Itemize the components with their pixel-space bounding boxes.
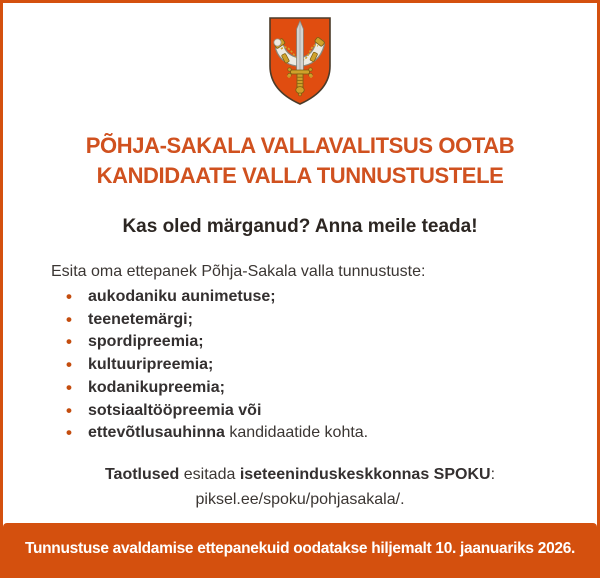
- award-list: [51, 286, 597, 445]
- award-name: ettevõtlusauhinna: [88, 424, 225, 442]
- submission-lead: Taotlused: [104, 465, 180, 483]
- bullet-icon: •: [66, 309, 72, 329]
- submission-platform: iseteeninduskeskkonnas SPOKU: [239, 465, 491, 483]
- subtitle: Kas oled märganud? Anna meile teada!: [122, 216, 478, 237]
- title-line-2: KANDIDAATE VALLA TUNNUSTUSTELE: [96, 163, 504, 188]
- list-item: [51, 377, 597, 400]
- deadline-banner: [3, 523, 597, 575]
- award-name: teenetemärgi;: [88, 310, 193, 328]
- award-suffix: kandidaatide kohta.: [224, 424, 369, 442]
- bullet-icon: •: [66, 332, 72, 352]
- page-title: [3, 131, 597, 191]
- coat-of-arms-icon: [266, 14, 334, 108]
- spoku-url: piksel.ee/spoku/pohjasakala/.: [195, 490, 405, 508]
- bullet-icon: •: [66, 287, 72, 306]
- bullet-icon: •: [66, 423, 72, 443]
- bullet-icon: •: [66, 400, 72, 420]
- list-item: [51, 422, 597, 445]
- award-name: spordipreemia;: [88, 333, 204, 351]
- list-item: [51, 331, 597, 354]
- deadline-text: Tunnustuse avaldamise ettepanekuid oodatakse hiljemalt 10. jaanuariks 2026.: [24, 540, 576, 557]
- list-item: [51, 309, 597, 332]
- award-name: sotsiaaltööpreemia või: [88, 401, 262, 419]
- bullet-icon: •: [66, 377, 72, 397]
- submission-colon: :: [490, 465, 496, 483]
- submission-middle: esitada: [179, 465, 240, 483]
- bullet-icon: •: [66, 355, 72, 375]
- crest-container: [3, 14, 597, 108]
- list-item: [51, 286, 597, 309]
- intro-text: Esita oma ettepanek Põhja-Sakala valla tunnustuste:: [51, 263, 426, 280]
- list-item: [51, 354, 597, 377]
- title-line-1: PÕHJA-SAKALA VALLAVALITSUS OOTAB: [85, 133, 515, 158]
- submission-instructions: [3, 464, 597, 510]
- list-item: [51, 400, 597, 423]
- award-name: kultuuripreemia;: [88, 356, 214, 374]
- award-name: kodanikupreemia;: [88, 378, 225, 396]
- award-name: aukodaniku aunimetuse;: [88, 288, 276, 305]
